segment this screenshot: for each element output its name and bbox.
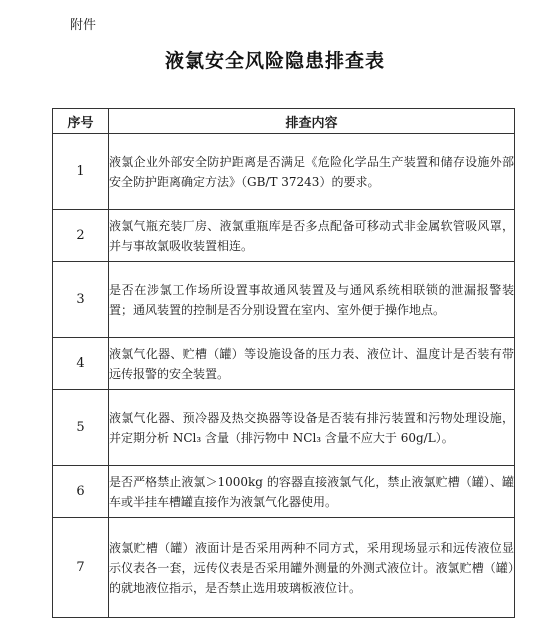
row-number: 2 (53, 210, 109, 262)
row-content: 是否严格禁止液氯＞1000kg 的容器直接液氯气化，禁止液氯贮槽（罐）、罐车或半挂车槽罐直接作为液氯气化器使用。 (109, 466, 515, 518)
row-number: 3 (53, 262, 109, 338)
header-number: 序号 (53, 109, 109, 134)
table-row (53, 338, 515, 390)
row-number: 4 (53, 338, 109, 390)
table-row (53, 134, 515, 210)
attachment-label: 附件 (70, 18, 97, 33)
document-title: 液氯安全风险隐患排查表 (164, 50, 385, 72)
row-content: 液氯贮槽（罐）液面计是否采用两种不同方式，采用现场显示和远传液位显示仪表各一套，远传仪表是否采用罐外测量的外测式液位计。液氯贮槽（罐）的就地液位指示，是否禁止选用玻璃板液位计。 (109, 518, 515, 618)
table-row (53, 262, 515, 338)
table-header-row (53, 109, 515, 134)
row-content: 液氯企业外部安全防护距离是否满足《危险化学品生产装置和储存设施外部安全防护距离确定方法》（GB/T 37243）的要求。 (109, 134, 515, 210)
row-number: 1 (53, 134, 109, 210)
row-number: 7 (53, 518, 109, 618)
table-row (53, 390, 515, 466)
row-number: 6 (53, 466, 109, 518)
row-content: 是否在涉氯工作场所设置事故通风装置及与通风系统相联锁的泄漏报警装置；通风装置的控制是否分别设置在室内、室外便于操作地点。 (109, 262, 515, 338)
row-content: 液氯气化器、贮槽（罐）等设施设备的压力表、液位计、温度计是否装有带远传报警的安全装置。 (109, 338, 515, 390)
header-content: 排查内容 (109, 109, 515, 134)
table-row (53, 466, 515, 518)
table-row (53, 518, 515, 618)
row-number: 5 (53, 390, 109, 466)
table-row (53, 210, 515, 262)
hazard-checklist-table (52, 108, 515, 618)
row-content: 液氯气化器、预冷器及热交换器等设备是否装有排污装置和污物处理设施，并定期分析 NCl₃ 含量（排污物中 NCl₃ 含量不应大于 60g/L）。 (109, 390, 515, 466)
row-content: 液氯气瓶充装厂房、液氯重瓶库是否多点配备可移动式非金属软管吸风罩，并与事故氯吸收装置相连。 (109, 210, 515, 262)
